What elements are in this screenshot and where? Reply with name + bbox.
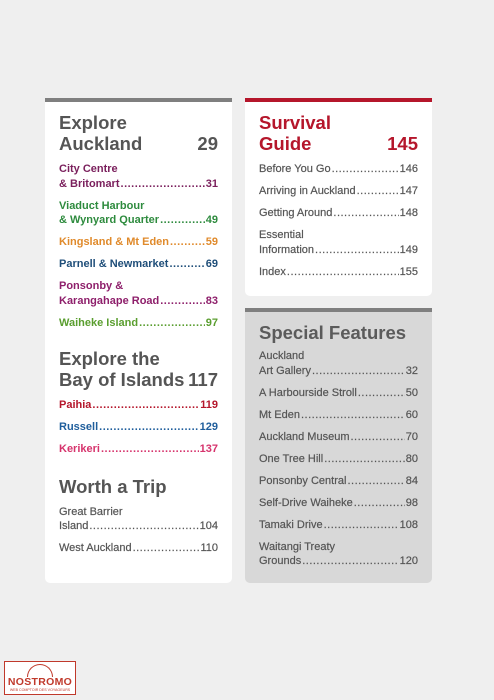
entry-label: City Centre bbox=[59, 163, 118, 175]
toc-entry-auckland-museum[interactable] bbox=[259, 430, 418, 445]
section-title-line: Guide bbox=[259, 133, 312, 154]
entry-label: & Wynyard Quarter bbox=[59, 214, 160, 226]
toc-entry-essential-information[interactable] bbox=[259, 228, 418, 257]
leader-dots bbox=[89, 519, 198, 534]
entry-label: Information bbox=[259, 243, 315, 256]
section-title-worth-a-trip bbox=[59, 476, 218, 497]
toc-entry-city-centre[interactable] bbox=[59, 162, 218, 191]
leader-dots bbox=[160, 213, 205, 228]
section-title-line: Bay of Islands bbox=[59, 368, 185, 390]
entry-label: Russell bbox=[59, 420, 99, 433]
section-title-line: Auckland bbox=[59, 133, 143, 154]
toc-entry-tamaki-drive[interactable] bbox=[259, 518, 418, 533]
entry-page: 137 bbox=[199, 442, 218, 455]
entry-page: 80 bbox=[405, 452, 418, 465]
toc-entry-art-gallery[interactable] bbox=[259, 349, 418, 378]
toc-entry-waitangi-treaty[interactable] bbox=[259, 540, 418, 569]
entry-page: 147 bbox=[399, 185, 418, 197]
leader-dots bbox=[99, 420, 199, 435]
entry-label: Arriving in Auckland bbox=[259, 185, 356, 197]
section-title-line: Explore bbox=[59, 112, 127, 133]
entry-label: Kingsland & Mt Eden bbox=[59, 236, 169, 248]
entry-label: Viaduct Harbour bbox=[59, 199, 145, 212]
toc-entry-ponsonby-central[interactable] bbox=[259, 474, 418, 489]
leader-dots bbox=[351, 430, 405, 445]
leader-dots bbox=[357, 184, 399, 199]
entry-page: 70 bbox=[405, 430, 418, 443]
entry-label: A Harbourside Stroll bbox=[259, 386, 357, 399]
section-title-line: Worth a Trip bbox=[59, 475, 167, 497]
leader-dots bbox=[287, 265, 399, 280]
leader-dots bbox=[169, 257, 204, 272]
leader-dots bbox=[133, 541, 200, 556]
entry-page: 148 bbox=[399, 207, 418, 219]
leader-dots bbox=[324, 452, 405, 467]
leader-dots bbox=[315, 243, 399, 258]
entry-page: 120 bbox=[399, 555, 418, 567]
entry-label: Paihia bbox=[59, 398, 92, 411]
entry-page: 108 bbox=[399, 518, 418, 531]
entry-page: 104 bbox=[199, 520, 218, 532]
entry-label: Karangahape Road bbox=[59, 294, 160, 307]
entry-label: West Auckland bbox=[59, 542, 132, 554]
entry-page: 59 bbox=[205, 236, 218, 248]
leader-dots bbox=[301, 408, 405, 423]
leader-dots bbox=[312, 364, 405, 379]
entry-label: Waitangi Treaty bbox=[259, 540, 336, 553]
toc-entry-mt-eden[interactable] bbox=[259, 408, 418, 423]
toc-entry-one-tree-hill[interactable] bbox=[259, 452, 418, 467]
entry-page: 49 bbox=[205, 214, 218, 226]
toc-entry-parnell[interactable] bbox=[59, 257, 218, 272]
leader-dots bbox=[121, 177, 205, 192]
entry-page: 31 bbox=[205, 177, 218, 190]
section-title-bay-of-islands bbox=[59, 348, 218, 390]
toc-entry-russell[interactable] bbox=[59, 420, 218, 435]
entry-label: One Tree Hill bbox=[259, 452, 324, 465]
toc-entry-kerikeri[interactable] bbox=[59, 442, 218, 457]
entry-page: 60 bbox=[405, 408, 418, 421]
section-page-number: 145 bbox=[387, 133, 418, 154]
section-title-explore-auckland bbox=[59, 112, 218, 154]
entry-page: 83 bbox=[205, 294, 218, 307]
entry-label: Self-Drive Waiheke bbox=[259, 496, 353, 509]
toc-entry-west-auckland[interactable] bbox=[59, 541, 218, 556]
toc-entry-ponsonby[interactable] bbox=[59, 279, 218, 308]
entry-label: Waiheke Island bbox=[59, 316, 139, 329]
toc-entry-index[interactable] bbox=[259, 265, 418, 280]
leader-dots bbox=[358, 386, 405, 401]
entry-label: Tamaki Drive bbox=[259, 518, 323, 531]
leader-dots bbox=[92, 398, 199, 413]
entry-page: 129 bbox=[199, 420, 218, 433]
leader-dots bbox=[347, 474, 404, 489]
entry-page: 97 bbox=[205, 316, 218, 329]
entry-label: Essential bbox=[259, 229, 304, 241]
section-title-line: Explore the bbox=[59, 347, 160, 369]
logo-tagline: WEB COMPTOIR DES VOYAGEURS bbox=[9, 688, 71, 692]
explore-panel bbox=[45, 98, 232, 583]
toc-entry-getting-around[interactable] bbox=[259, 206, 418, 221]
toc-entry-paihia[interactable] bbox=[59, 398, 218, 413]
entry-page: 69 bbox=[205, 258, 218, 270]
toc-entry-waiheke[interactable] bbox=[59, 316, 218, 331]
leader-dots bbox=[354, 496, 405, 511]
entry-label: Before You Go bbox=[259, 163, 331, 175]
leader-dots bbox=[170, 235, 205, 250]
leader-dots bbox=[302, 554, 398, 569]
entry-label: Great Barrier bbox=[59, 505, 123, 518]
toc-entry-viaduct-harbour[interactable] bbox=[59, 199, 218, 228]
toc-entry-arriving[interactable] bbox=[259, 184, 418, 199]
section-spacer bbox=[59, 464, 218, 476]
toc-entry-great-barrier[interactable] bbox=[59, 505, 218, 534]
entry-label: Kerikeri bbox=[59, 442, 100, 455]
entry-label: Parnell & Newmarket bbox=[59, 258, 169, 270]
leader-dots bbox=[333, 206, 398, 221]
section-title-special-features bbox=[259, 322, 418, 343]
entry-page: 32 bbox=[405, 364, 418, 377]
entry-page: 149 bbox=[399, 243, 418, 256]
entry-page: 155 bbox=[399, 265, 418, 278]
leader-dots bbox=[324, 518, 399, 533]
entry-label: Grounds bbox=[259, 555, 302, 567]
leader-dots bbox=[332, 162, 399, 177]
leader-dots bbox=[139, 316, 205, 331]
entry-label: Ponsonby Central bbox=[259, 474, 347, 487]
survival-guide-panel bbox=[245, 98, 432, 296]
entry-page: 50 bbox=[405, 386, 418, 399]
entry-label: Getting Around bbox=[259, 207, 333, 219]
toc-entry-self-drive-waiheke[interactable] bbox=[259, 496, 418, 511]
section-title-line: Survival bbox=[259, 112, 331, 133]
nostromo-logo bbox=[4, 661, 76, 695]
entry-label: Mt Eden bbox=[259, 408, 300, 421]
toc-entry-before-you-go[interactable] bbox=[259, 162, 418, 177]
entry-label: Auckland Museum bbox=[259, 430, 350, 443]
section-title-survival-guide bbox=[259, 112, 418, 154]
entry-label: Index bbox=[259, 265, 286, 278]
entry-page: 84 bbox=[405, 474, 418, 487]
entry-page: 146 bbox=[399, 163, 418, 175]
entry-label: Art Gallery bbox=[259, 364, 311, 377]
section-page-number: 117 bbox=[188, 368, 218, 390]
section-title-line: Special Features bbox=[259, 322, 407, 343]
leader-dots bbox=[101, 442, 199, 457]
entry-page: 98 bbox=[405, 496, 418, 509]
entry-page: 110 bbox=[200, 542, 218, 554]
toc-entry-kingsland[interactable] bbox=[59, 235, 218, 250]
section-spacer bbox=[59, 338, 218, 348]
special-features-panel bbox=[245, 308, 432, 583]
logo-name: NOSTROMO bbox=[7, 676, 73, 688]
entry-label: Ponsonby & bbox=[59, 280, 124, 292]
entry-label: & Britomart bbox=[59, 177, 120, 190]
entry-label: Island bbox=[59, 520, 89, 532]
entry-label: Auckland bbox=[259, 350, 305, 362]
toc-entry-harbourside-stroll[interactable] bbox=[259, 386, 418, 401]
leader-dots bbox=[160, 294, 205, 309]
entry-page: 119 bbox=[200, 398, 218, 411]
section-page-number: 29 bbox=[197, 133, 218, 154]
